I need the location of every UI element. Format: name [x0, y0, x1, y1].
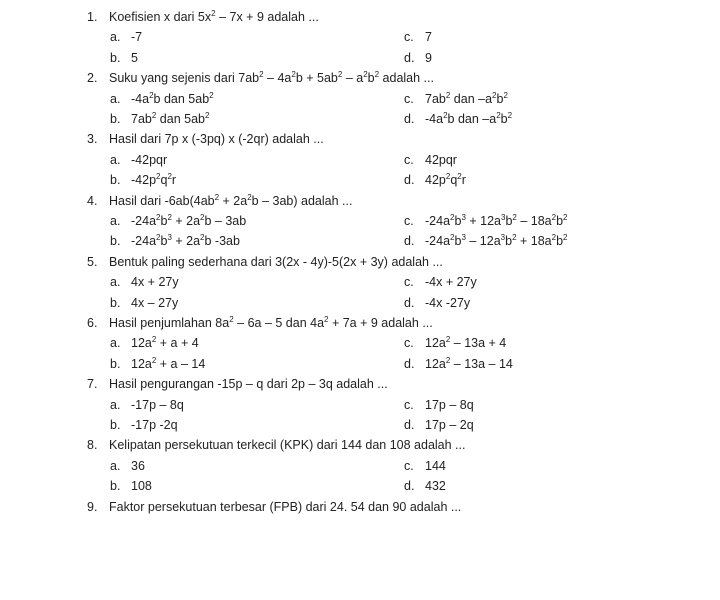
- question-number: 4.: [87, 193, 98, 208]
- option-letter: a.: [110, 30, 121, 45]
- option-value: 4x + 27y: [131, 275, 179, 290]
- option-value: $42p^2q^2r$: [425, 172, 466, 188]
- option-value: 17p – 8q: [425, 397, 474, 412]
- option-letter: c.: [404, 30, 414, 45]
- question-number: 9.: [87, 499, 98, 514]
- question-number: 5.: [87, 254, 98, 269]
- option-letter: a.: [110, 397, 121, 412]
- option-letter: a.: [110, 91, 121, 106]
- question-number: 6.: [87, 316, 98, 330]
- option-value: -7: [131, 30, 143, 45]
- option-value: $7ab^2$ dan $5ab^2$: [131, 110, 210, 126]
- question-text: Hasil dari 7p x (-3pq) x (-2qr) adalah ...: [109, 132, 324, 147]
- option-value: $-42p^2q^2r$: [131, 172, 177, 188]
- option-value: $12a^2 - 13a + 4$: [425, 335, 507, 351]
- option-letter: d.: [404, 112, 415, 126]
- question-number: 8.: [87, 438, 98, 453]
- option-letter: a.: [110, 336, 121, 351]
- question-8: [0, 435, 720, 455]
- option-letter: c.: [404, 397, 414, 412]
- option-value: 144: [425, 458, 446, 473]
- option-letter: b.: [110, 173, 121, 188]
- option-value: 9: [425, 50, 432, 65]
- option-letter: d.: [404, 234, 415, 249]
- option-value: -42pqr: [131, 152, 168, 167]
- option-letter: c.: [404, 91, 414, 106]
- option-value: $12a^2 + a - 14$: [131, 355, 206, 371]
- option-letter: b.: [110, 50, 121, 65]
- question-text: Hasil penjumlahan $8a^2 - 6a - 5$ dan $4a^2 + 7a + 9$ adalah ...: [109, 314, 433, 330]
- option-letter: d.: [404, 418, 415, 432]
- option-letter: d.: [404, 173, 415, 188]
- option-letter: a.: [110, 152, 121, 167]
- option-value: 7: [425, 30, 432, 45]
- option-letter: c.: [404, 214, 414, 228]
- option-value: 36: [131, 458, 145, 473]
- question-text: Kelipatan persekutuan terkecil (KPK) dari 144 dan 108 adalah ...: [109, 438, 466, 453]
- question-text: Bentuk paling sederhana dari 3(2x - 4y)-5(2x + 3y) adalah ...: [109, 254, 443, 269]
- question-text: Koefisien x dari $5x^2 - 7x + 9$ adalah ...: [109, 8, 319, 24]
- option-letter: c.: [404, 275, 414, 290]
- question-number: 1.: [87, 10, 98, 24]
- question-number: 2.: [87, 71, 98, 86]
- option-letter: b.: [110, 295, 121, 310]
- option-value: -17p – 8q: [131, 397, 184, 412]
- option-value: 42pqr: [425, 152, 457, 167]
- option-letter: a.: [110, 458, 121, 473]
- option-value: 17p – 2q: [425, 418, 474, 432]
- option-letter: d.: [404, 295, 415, 310]
- option-value: 108: [131, 479, 152, 494]
- option-value: $12a^2 + a + 4$: [131, 335, 199, 351]
- question-7: [0, 374, 720, 394]
- option-letter: d.: [404, 356, 415, 371]
- option-value: $-24a^2b^3 + 12a^3b^2 - 18a^2b^2$: [425, 212, 568, 228]
- question-2: [0, 68, 720, 88]
- option-letter: a.: [110, 214, 121, 228]
- option-letter: b.: [110, 234, 121, 249]
- option-value: $-24a^2b^2 + 2a^2b - 3ab$: [131, 212, 247, 228]
- option-letter: d.: [404, 479, 415, 494]
- question-1: [0, 7, 720, 27]
- option-value: 432: [425, 479, 446, 494]
- option-value: $7ab^2$ dan $-a^2b^2$: [425, 90, 508, 106]
- question-3: [0, 129, 720, 149]
- question-9: [0, 497, 720, 517]
- option-value: $-24a^2b^3 + 2a^2b$ -3ab: [131, 233, 240, 249]
- question-text: Hasil pengurangan -15p – q dari 2p – 3q adalah ...: [109, 377, 388, 392]
- option-value: -4x + 27y: [425, 275, 477, 290]
- option-letter: b.: [110, 418, 121, 432]
- question-text: Suku yang sejenis dari $7ab^2 - 4a^2b + 5ab^2 - a^2b^2$ adalah ...: [109, 70, 434, 86]
- question-5: [0, 252, 720, 272]
- option-letter: b.: [110, 479, 121, 494]
- option-value: $-24a^2b^3 - 12a^3b^2 + 18a^2b^2$: [425, 233, 568, 249]
- option-value: -4x -27y: [425, 295, 471, 310]
- option-value: $-4a^2b$ dan $5ab^2$: [131, 90, 214, 106]
- option-value: 4x – 27y: [131, 295, 179, 310]
- option-value: 5: [131, 50, 138, 65]
- question-4: [0, 191, 720, 211]
- option-value: $12a^2 - 13a - 14$: [425, 355, 513, 371]
- question-text: Hasil dari $-6ab(4ab^2 + 2a^2b - 3ab)$ adalah ...: [109, 192, 353, 208]
- option-letter: c.: [404, 152, 414, 167]
- option-letter: c.: [404, 458, 414, 473]
- question-number: 7.: [87, 377, 98, 392]
- option-letter: d.: [404, 50, 415, 65]
- option-letter: b.: [110, 112, 121, 126]
- question-number: 3.: [87, 132, 98, 147]
- question-6: [0, 313, 720, 333]
- question-text: Faktor persekutuan terbesar (FPB) dari 24. 54 dan 90 adalah ...: [109, 499, 462, 514]
- option-value: -17p -2q: [131, 418, 178, 432]
- option-letter: a.: [110, 275, 121, 290]
- option-value: $-4a^2b$ dan $-a^2b^2$: [425, 110, 513, 126]
- option-letter: c.: [404, 336, 414, 351]
- option-letter: b.: [110, 356, 121, 371]
